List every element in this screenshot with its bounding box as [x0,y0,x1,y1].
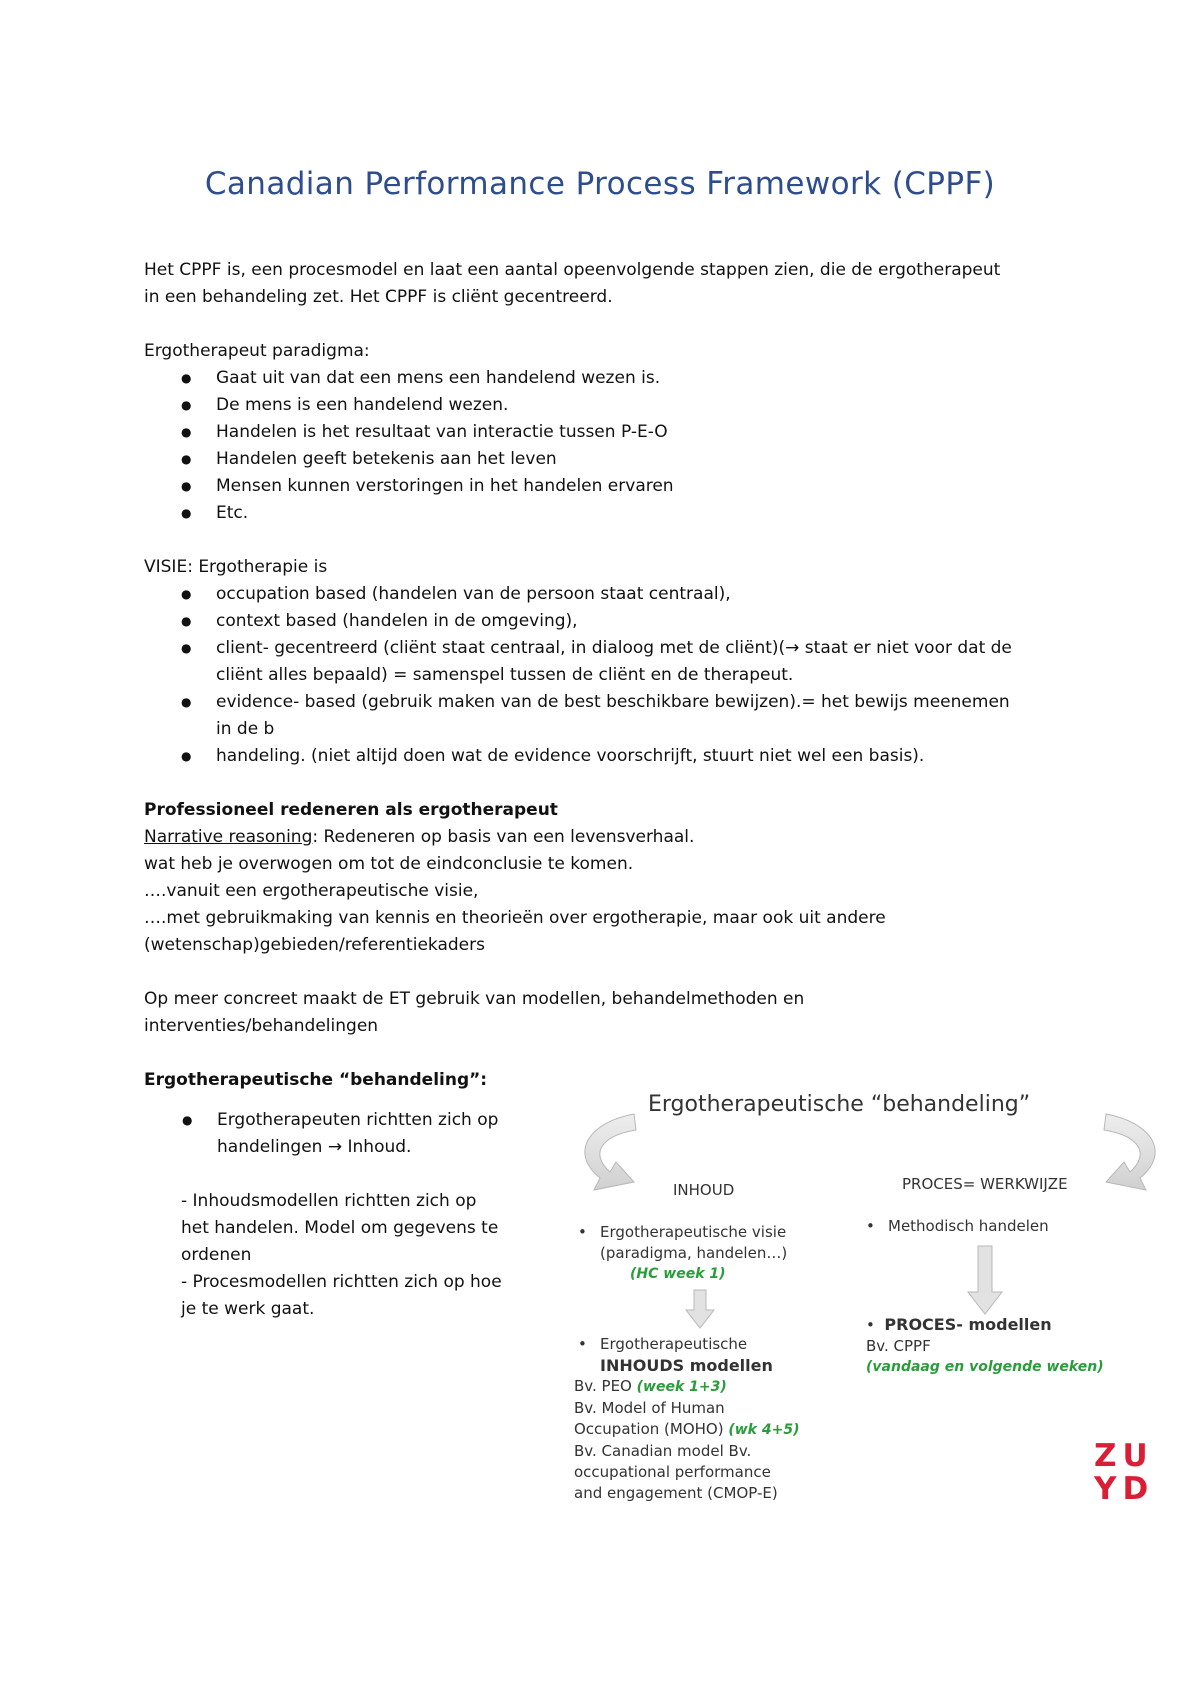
behandeling-left-column [144,1107,544,1323]
visie-line: (paradigma, handelen…) [600,1244,788,1262]
behandeling-diagram [570,1078,1170,1538]
visie-heading: VISIE: Ergotherapie is [144,557,328,577]
intro-paragraph [144,257,1074,1094]
page-title: Canadian Performance Process Framework (CPPF) [204,166,996,202]
behandeling-heading: Ergotherapeutische “behandeling”: [144,1070,488,1090]
concreet-line: interventies/behandelingen [144,1016,379,1036]
note-line: - Procesmodellen richtten zich op hoe [181,1272,502,1292]
list-item-line: cliënt alles bepaald) = samenspel tussen de cliënt en de therapeut. [216,665,794,685]
peo-week: (week 1+3) [636,1379,727,1395]
list-item: ● occupation based (handelen van de persoon staat centraal), [216,581,1074,608]
logo-line: YD [1094,1471,1155,1507]
hc-week-note: (HC week 1) [630,1266,726,1282]
paradigma-heading: Ergotherapeut paradigma: [144,341,370,361]
moho-text: Occupation (MOHO) [574,1420,724,1438]
bullet-icon: • [866,1316,885,1334]
list-item: ● Gaat uit van dat een mens een handelend wezen is. [216,365,1074,392]
list-item: ● Mensen kunnen verstoringen in het handelen ervaren [216,473,1074,500]
inhoud-label: INHOUD [673,1181,735,1199]
cmop-line: occupational performance [574,1463,771,1481]
behandeling-list [144,1107,544,1161]
cmop-line: Bv. Canadian model Bv. [574,1442,752,1460]
diagram-title: Ergotherapeutische “behandeling” [648,1092,1031,1117]
visie-list [144,581,1074,770]
list-item-line: in de b [216,719,275,739]
redeneren-line: ….met gebruikmaking van kennis en theorieën over ergotherapie, maar ook uit andere [144,908,886,928]
inhouds-block [574,1334,799,1504]
peo-line [574,1376,799,1398]
bullet-icon: • [866,1217,875,1235]
list-item-line: ● client- gecentreerd (cliënt staat centraal, in dialoog met de cliënt)(→ staat er niet voor dat de [216,638,1012,658]
list-item: ● De mens is een handelend wezen. [216,392,1074,419]
list-item-line: ● Ergotherapeuten richtten zich op [217,1110,499,1130]
cppf-line: Bv. CPPF [866,1337,931,1355]
cppf-week-note: (vandaag en volgende weken) [866,1359,1104,1375]
note-line: ordenen [181,1245,252,1265]
list-item: ● Handelen is het resultaat van interactie tussen P-E-O [216,419,1074,446]
concreet-line: Op meer concreet maakt de ET gebruik van modellen, behandelmethoden en [144,989,805,1009]
behandeling-notes [144,1188,544,1323]
proces-label: PROCES= WERKWIJZE [902,1175,1068,1193]
peo-text: Bv. PEO [574,1377,632,1395]
narrative-line [144,824,1074,851]
intro-line: Het CPPF is, een procesmodel en laat een aantal opeenvolgende stappen zien, die de ergotherapeut [144,260,1001,280]
note-line: je te werk gaat. [181,1299,315,1319]
visie-block [600,1222,787,1285]
note-line: het handelen. Model om gegevens te [181,1218,499,1238]
proces-modellen-line [866,1314,1104,1336]
list-item: ● handeling. (niet altijd doen wat de evidence voorschrijft, stuurt niet wel een basis). [216,743,1074,770]
narrative-text: : Redeneren op basis van een levensverhaal. [312,827,695,847]
redeneren-line: (wetenschap)gebieden/referentiekaders [144,935,485,955]
cmop-line: and engagement (CMOP-E) [574,1484,778,1502]
list-item [216,689,1074,743]
visie-line: Ergotherapeutische visie [600,1223,787,1241]
curved-arrow-left-icon [585,1114,636,1190]
note-line: - Inhoudsmodellen richtten zich op [181,1191,477,1211]
list-item-line: ● evidence- based (gebruik maken van de best beschikbare bewijzen).= het bewijs meenemen [216,692,1010,712]
methodisch-label: Methodisch handelen [888,1217,1049,1235]
logo-line: ZU [1094,1438,1154,1474]
moho-week: (wk 4+5) [728,1422,800,1438]
list-item-line: handelingen → Inhoud. [217,1137,412,1157]
list-item: ● Etc. [216,500,1074,527]
list-item: ● context based (handelen in de omgeving), [216,608,1074,635]
inhouds-prefix: Ergotherapeutische [600,1335,748,1353]
moho-line [574,1419,799,1441]
zuyd-logo [1094,1440,1154,1506]
bullet-icon: • [578,1223,587,1241]
list-item [216,635,1074,689]
down-arrow-inhoud-icon [686,1290,714,1328]
redeneren-heading: Professioneel redeneren als ergotherapeut [144,800,558,820]
list-item [217,1107,544,1161]
proces-modellen: PROCES- modellen [884,1315,1052,1334]
list-item: ● Handelen geeft betekenis aan het leven [216,446,1074,473]
redeneren-line: ….vanuit een ergotherapeutische visie, [144,881,479,901]
narrative-label: Narrative reasoning [144,827,313,847]
bullet-icon: • [578,1335,587,1353]
inhouds-modellen: INHOUDS modellen [600,1356,773,1375]
intro-line: in een behandeling zet. Het CPPF is cliënt gecentreerd. [144,287,613,307]
proces-block [866,1314,1104,1378]
redeneren-line: wat heb je overwogen om tot de eindconclusie te komen. [144,854,634,874]
moho-line: Bv. Model of Human [574,1399,725,1417]
down-arrow-proces-icon [968,1246,1002,1314]
paradigma-list [144,365,1074,527]
curved-arrow-right-icon [1104,1114,1155,1190]
